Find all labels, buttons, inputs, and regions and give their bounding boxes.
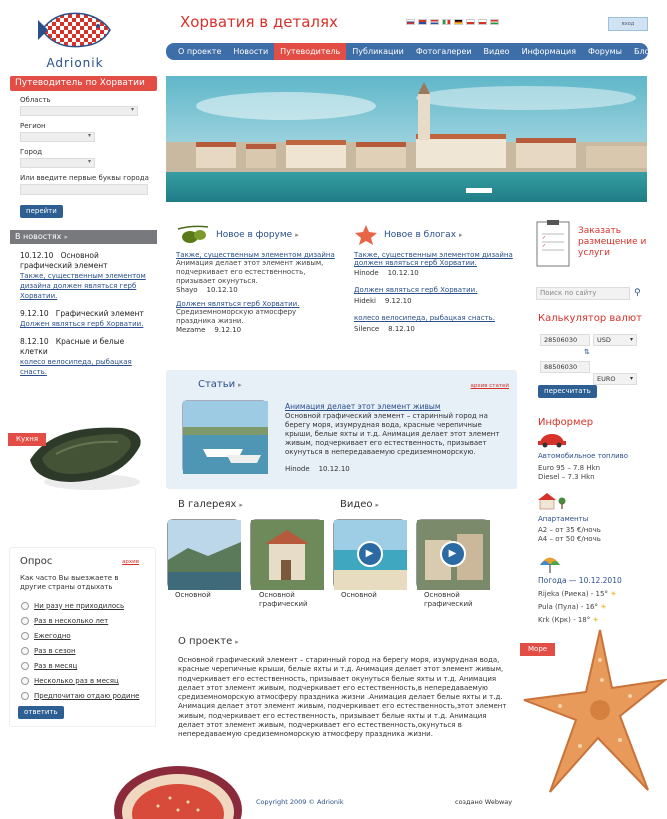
clipboard-icon	[536, 220, 570, 268]
news-item	[20, 251, 148, 301]
radio-icon	[21, 647, 29, 655]
svg-text:✓: ✓	[542, 235, 547, 241]
blog-post-link[interactable]: колесо велосипеда, рыбацкая снасть.	[354, 314, 495, 322]
site-logo[interactable]	[36, 6, 114, 70]
city-select[interactable]	[20, 158, 95, 168]
gallery-caption: Основной графический	[259, 591, 308, 608]
hero-image	[166, 76, 647, 202]
news-date: 9.12.10	[20, 309, 49, 318]
post-date: 9.12.10	[214, 326, 242, 334]
weather-item: Rijeka (Риека) - 15°	[538, 590, 608, 598]
radio-icon	[21, 617, 29, 625]
currency-select-2[interactable]: EURO ▾	[593, 373, 637, 385]
sun-icon: ☀	[600, 603, 607, 611]
apartment-prices	[538, 526, 601, 544]
gallery-caption: Основной	[175, 591, 211, 599]
apartment-price: A2 – от 35 €/ночь	[538, 526, 601, 534]
swap-icon[interactable]: ⇅	[584, 348, 590, 356]
article-meta	[285, 465, 350, 473]
flag-cz-icon[interactable]	[478, 19, 487, 25]
radio-icon	[21, 602, 29, 610]
news-date: 10.12.10	[20, 251, 54, 260]
currency-calculator-title: Калькулятор валют	[538, 313, 643, 324]
informer-title: Информер	[538, 417, 594, 428]
article-link[interactable]: Анимация делает этот элемент живым	[285, 402, 441, 411]
article-text: Основной графический элемент – старинный город на берегу моря, изумрудная вода, красные черепичные крыши, белые яхты и т.д. Анимация делает этот элемент живым, подчеркивает его естественность, призывает окунуться в непередаваемую средиземноморскую.	[285, 412, 500, 456]
sea-tag[interactable]: Море	[520, 643, 555, 656]
forum-post-link[interactable]: Также, существенным элементом дизайна	[176, 251, 335, 259]
apartment-price: A4 – от 50 €/ночь	[538, 535, 601, 543]
radio-icon	[21, 632, 29, 640]
subregion-label: Регион	[20, 122, 46, 130]
news-headline: Графический элемент	[55, 309, 144, 318]
article-thumbnail[interactable]	[182, 400, 267, 473]
amount-input-1[interactable]: 28506030	[540, 334, 590, 346]
flag-ru-icon[interactable]	[406, 19, 415, 25]
nav-news[interactable]: Новости	[233, 47, 269, 56]
amount-input-2[interactable]: 88506030	[540, 361, 590, 373]
region-label: Область	[20, 96, 51, 104]
video-title[interactable]: Видео ▸	[340, 499, 380, 510]
login-button[interactable]: вход	[608, 17, 648, 31]
blogs-panel	[354, 222, 514, 333]
footer-copyright: Copyright 2009 © Adrionik	[256, 798, 344, 806]
forum-post-text: Анимация делает этот элемент живым, подчеркивает его естественность, призывает окунуться.	[176, 259, 324, 285]
poll-option[interactable]: Предпочитаю отдаю родине	[21, 688, 140, 703]
kitchen-tag[interactable]: Кухня	[8, 433, 46, 446]
search-input[interactable]: Поиск по сайту	[536, 287, 630, 300]
poll-option[interactable]: Ежегодно	[21, 628, 140, 643]
poll-panel	[9, 547, 156, 727]
main-nav	[166, 43, 659, 60]
currency-select-1[interactable]: USD ▾	[593, 334, 637, 346]
city-label: Город	[20, 148, 43, 156]
nav-guide[interactable]: Путеводитель	[274, 43, 346, 60]
play-icon[interactable]: ▶	[357, 541, 383, 567]
poll-archive-link[interactable]: архив	[122, 559, 139, 565]
video-thumb[interactable]	[333, 519, 406, 589]
fuel-title[interactable]: Автомобильное топливо	[538, 452, 629, 460]
fuel-price: Euro 95 – 7.8 Hkn	[538, 464, 601, 472]
flag-de-icon[interactable]	[454, 19, 463, 25]
starfish-icon	[354, 224, 378, 246]
post-author: Mezame	[176, 326, 206, 334]
flag-uk-icon[interactable]	[418, 19, 427, 25]
blog-post-link[interactable]: Должен являться герб Хорватии.	[354, 286, 478, 294]
about-title[interactable]: О проекте ▸	[178, 636, 239, 647]
poll-title: Опрос	[20, 556, 53, 567]
news-link[interactable]: Должен являться герб Хорватии.	[20, 320, 144, 328]
guide-panel	[10, 76, 157, 218]
radio-icon	[21, 662, 29, 670]
search-icon[interactable]: ⚲	[634, 288, 641, 298]
post-date: 10.12.10	[318, 465, 350, 473]
order-text[interactable]: Заказать размещение и услуги	[578, 226, 647, 258]
weather-item: Krk (Крк) - 18°	[538, 616, 591, 624]
weather-item: Pula (Пула) - 16°	[538, 603, 599, 611]
forum-post-text: Средиземноморскую атмосферу праздника жизни.	[176, 308, 297, 325]
city-letters-input[interactable]	[20, 184, 148, 195]
forum-title[interactable]: Новое в форуме ▸	[216, 230, 299, 240]
nav-about[interactable]: О проекте	[178, 47, 222, 56]
video-thumb[interactable]	[416, 519, 489, 589]
post-date: 8.12.10	[388, 325, 415, 333]
language-flags	[406, 19, 499, 25]
post-date: 10.12.10	[206, 286, 238, 294]
nav-photo-galleries[interactable]: Фотогалереи	[415, 47, 472, 56]
post-author: Hinode	[354, 269, 379, 277]
poll-question: Как часто Вы выезжаете в другие страны отдыхать	[20, 574, 119, 591]
nav-info[interactable]: Информация	[521, 47, 576, 56]
guide-title: Путеводитель по Хорватии	[10, 76, 157, 91]
video-caption: Основной	[341, 591, 377, 599]
gallery-thumb[interactable]	[167, 519, 240, 589]
post-author: Shayo	[176, 286, 198, 294]
house-icon	[538, 492, 568, 512]
post-author: Silence	[354, 325, 380, 333]
fuel-prices	[538, 464, 600, 482]
post-date: 9.12.10	[384, 297, 412, 305]
umbrella-icon	[539, 554, 561, 576]
flag-hu-icon[interactable]	[490, 19, 499, 25]
articles-panel	[166, 370, 517, 489]
forum-post	[176, 251, 336, 294]
go-button[interactable]: перейти	[20, 205, 63, 218]
forum-post	[176, 300, 336, 334]
blog-post	[354, 286, 514, 305]
blogs-title[interactable]: Новое в блогах ▸	[384, 230, 463, 240]
video-caption: Основной графический	[424, 591, 473, 608]
apartments-title[interactable]: Апартаменты	[538, 515, 589, 523]
flag-it-icon[interactable]	[442, 19, 451, 25]
blog-post-link[interactable]: Также, существенным элементом дизайна должен являться герб Хорватии.	[354, 251, 513, 267]
poll-option[interactable]: Раз в месяц	[21, 658, 140, 673]
post-date: 10.12.10	[387, 269, 419, 277]
recalculate-button[interactable]: пересчитать	[538, 385, 597, 398]
svg-text:✓: ✓	[542, 243, 547, 249]
poll-option[interactable]: Раз в несколько лет	[21, 613, 140, 628]
fig-image	[108, 750, 246, 817]
logo-text: Adrionik	[46, 56, 104, 70]
news-date: 8.12.10	[20, 337, 49, 346]
news-item	[20, 309, 148, 329]
poll-option[interactable]: Несколько раз в месяц	[21, 673, 140, 688]
galleries-title[interactable]: В галереях ▸	[178, 499, 243, 510]
news-link[interactable]: колесо велосипеда, рыбацкая снасть.	[20, 358, 132, 376]
footer-made-by[interactable]: создано Webway	[455, 798, 513, 806]
poll-option[interactable]: Раз в сезон	[21, 643, 140, 658]
weather-title: Погода — 10.12.2010	[538, 576, 622, 585]
news-panel	[10, 230, 157, 377]
region-select[interactable]	[20, 106, 138, 116]
poll-submit-button[interactable]: ответить	[18, 706, 64, 719]
poll-option[interactable]: Ни разу не приходилось	[21, 598, 140, 613]
post-author: Hideki	[354, 297, 376, 305]
nav-video[interactable]: Видео	[483, 47, 510, 56]
forum-post-link[interactable]: Должен являться герб Хорватии.	[176, 300, 300, 308]
radio-icon	[21, 692, 29, 700]
gallery-thumb[interactable]	[250, 519, 323, 589]
radio-icon	[21, 677, 29, 685]
sun-icon: ☀	[592, 616, 599, 624]
blog-post	[354, 251, 514, 277]
fuel-price: Diesel – 7.3 Hkn	[538, 473, 595, 481]
mussel-image	[22, 420, 144, 494]
car-icon	[537, 432, 567, 450]
site-title: Хорватия в деталях	[180, 13, 338, 31]
forum-panel	[176, 222, 336, 334]
subregion-select[interactable]	[20, 132, 95, 142]
nav-forums[interactable]: Форумы	[588, 47, 622, 56]
sun-icon: ☀	[610, 590, 617, 598]
news-headline: Красные и белые клетки	[20, 337, 125, 356]
play-icon[interactable]: ▶	[440, 541, 466, 567]
news-item	[20, 337, 148, 377]
order-block[interactable]	[536, 220, 646, 268]
fish-logo-icon	[36, 6, 114, 54]
about-text: Основной графический элемент – старинный город на берегу моря, изумрудная вода, красные черепичные крыши, белые яхты и т.д. Анимация делает этот элемент живым, подчеркивает его естественность, призывает окунуться белые яхты и т.д. Анимация делает этот элемент живым, подчеркивает его естественность,в непередаваемую средиземноморскую атмосферу праздника жизни .Анимация делает белые яхты и т.д. Анимация делает этот элемент живым, подчеркивает его естественность,этот элемент живым, подчеркивает его естественность, призывает белые яхты и т.д. Анимация делает этот элемент живым, подчеркивает его естественность,окунуться в непередаваемую средиземноморскую атмосферу праздника жизни.	[178, 656, 507, 739]
articles-title[interactable]: Статьи ▸	[198, 379, 242, 390]
flag-pl-icon[interactable]	[466, 19, 475, 25]
olive-icon	[176, 223, 210, 247]
nav-blogs[interactable]: Блоги	[633, 47, 659, 56]
news-title[interactable]: В новостях »	[10, 230, 157, 244]
letters-label: Или введите первые буквы города	[20, 174, 149, 182]
flag-hr-icon[interactable]	[430, 19, 439, 25]
articles-archive-link[interactable]: архив статей	[470, 383, 509, 389]
news-link[interactable]: Также, существенным элементом дизайна должен являться герб Хорватии.	[20, 272, 146, 300]
nav-publications[interactable]: Публикации	[352, 47, 404, 56]
post-author: Hinode	[285, 465, 310, 473]
news-headline: Основной графический элемент	[20, 251, 108, 270]
blog-post	[354, 314, 514, 333]
